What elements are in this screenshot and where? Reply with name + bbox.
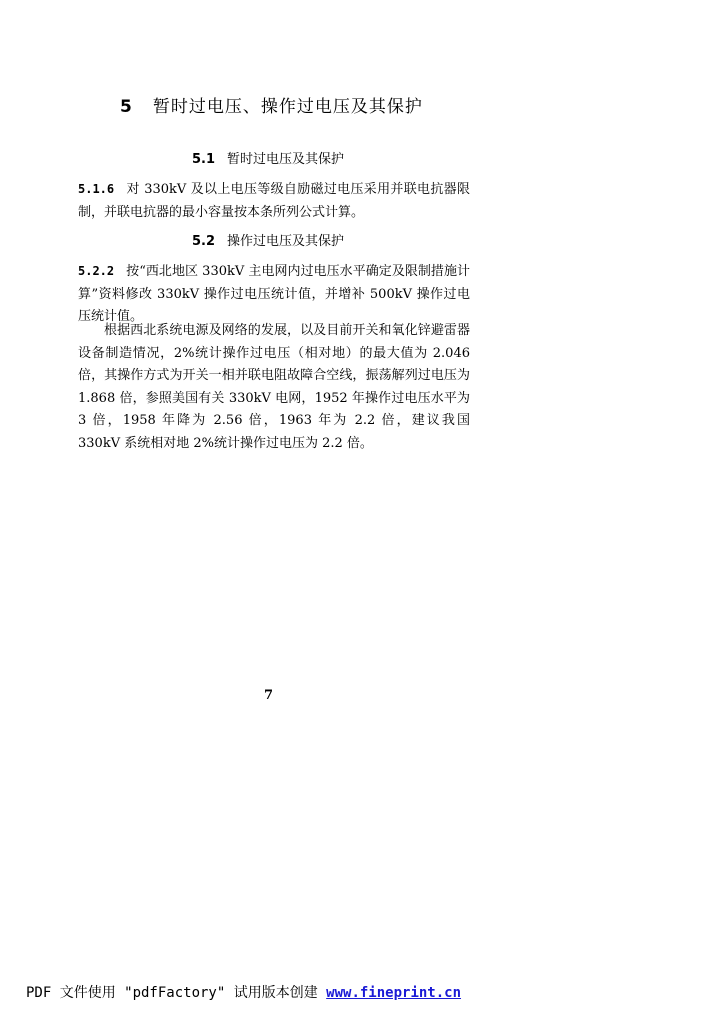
clause-number: 5.2.2 <box>78 264 115 278</box>
body-paragraph: 根据西北系统电源及网络的发展，以及目前开关和氧化锌避雷器设备制造情况，2%统计操作过电压（相对地）的最大值为 2.046 倍，其操作方式为开关一相并联电阻故障合空线，振荡解列过电压为 1.868 倍，参照美国有关 330kV 电网，1952 年操作过电压水平为 3 倍，1958 年降为 2.56 倍，1963 年为 2.2 倍，建议我国 330kV 系统相对地 2%统计操作过电压为 2.2 倍。 <box>78 323 470 451</box>
clause-5-2-2 <box>78 260 470 329</box>
footer-text: PDF 文件使用 "pdfFactory" 试用版本创建 <box>26 985 318 1001</box>
footer-link[interactable]: www.fineprint.cn <box>326 985 462 1001</box>
pdf-footer <box>26 982 461 1002</box>
section-number: 5.1 <box>192 152 216 167</box>
section-title: 操作过电压及其保护 <box>227 234 345 249</box>
chapter-number: 5 <box>120 97 133 117</box>
page-number: 7 <box>264 688 274 703</box>
clause-text: 按“西北地区 330kV 主电网内过电压水平确定及限制措施计算”资料修改 330kV 操作过电压统计值，并增补 500kV 操作过电压统计值。 <box>78 264 470 324</box>
clause-text: 对 330kV 及以上电压等级自励磁过电压采用并联电抗器限制，并联电抗器的最小容量按本条所列公式计算。 <box>78 182 470 220</box>
section-number: 5.2 <box>192 234 216 249</box>
clause-number: 5.1.6 <box>78 182 115 196</box>
clause-5-1-6 <box>78 178 470 224</box>
section-heading-5-2 <box>192 230 344 249</box>
chapter-title: 暂时过电压、操作过电压及其保护 <box>152 97 423 117</box>
section-title: 暂时过电压及其保护 <box>227 152 345 167</box>
section-heading-5-1 <box>192 148 344 167</box>
chapter-heading <box>120 92 423 117</box>
